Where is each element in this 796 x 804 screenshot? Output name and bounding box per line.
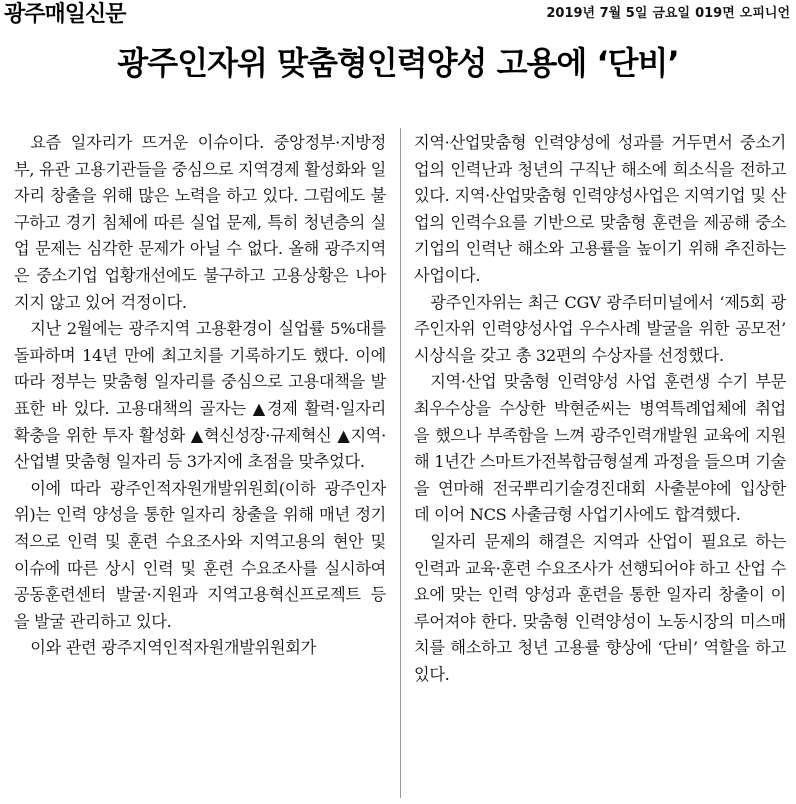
article-paragraph: 이에 따라 광주인적자원개발위원회(이하 광주인자위)는 인력 양성을 통한 일자리 창출을 위해 매년 정기적으로 인력 및 훈련 수요조사와 지역고용의 현안 및 이슈에 따른 상시 인력 및 훈련 수요조사를 실시하여 공동훈련센터 발굴·지원과 지역고용혁신프로젝트 등을 발굴 관리하고 있다.	[14, 478, 386, 631]
page-number: 019면	[695, 6, 735, 21]
masthead	[0, 0, 796, 32]
article-headline: 광주인자위 맞춤형인력양성 고용에 ‘단비’	[117, 44, 679, 82]
article-column-left	[14, 130, 386, 662]
publish-date: 2019년 7월 5일	[546, 6, 648, 21]
article-paragraph: 광주인자위는 최근 CGV 광주터미널에서 ‘제5회 광주인자위 인력양성사업 우수사례 발굴을 위한 공모전’ 시상식을 갖고 총 32편의 수상자를 선정했다.	[414, 292, 786, 365]
article-column-right	[414, 130, 786, 688]
section-name: 오피니언	[739, 6, 790, 21]
dateline	[546, 4, 790, 24]
column-divider	[400, 128, 401, 798]
article-paragraph: 요즘 일자리가 뜨거운 이슈이다. 중앙정부·지방정부, 유관 고용기관들을 중심으로 지역경제 활성화와 일자리 창출을 위해 많은 노력을 하고 있다. 그럼에도 불구하고 경기 침체에 따른 실업 문제, 특히 청년층의 실업 문제는 심각한 문제가 아닐 수 없다. 올해 광주지역은 중소기업 업황개선에도 불구하고 고용상황은 나아지지 않고 있어 걱정이다.	[14, 133, 386, 312]
article-paragraph: 지역·산업 맞춤형 인력양성 사업 훈련생 수기 부문 최우수상을 수상한 박현준씨는 병역특례업체에 취업을 했으나 부족함을 느껴 광주인력개발원 교육에 지원해 1년간 스마트가전복합금형설계 과정을 들으며 기술을 연마해 전국뿌리기술경진대회 사출분야에 입상한데 이어 NCS 사출금형 사업기사에도 합격했다.	[414, 372, 786, 525]
article-paragraph: 지난 2월에는 광주지역 고용환경이 실업률 5%대를 돌파하며 14년 만에 최고치를 기록하기도 했다. 이에 따라 정부는 맞춤형 일자리를 중심으로 고용대책을 발표한 바 있다. 고용대책의 골자는 ▲경제 활력·일자리 확충을 위한 투자 활성화 ▲혁신성장·규제혁신 ▲지역·산업별 맞춤형 일자리 등 3가지에 초점을 맞추었다.	[14, 319, 386, 472]
publish-weekday: 금요일	[652, 6, 691, 21]
article-paragraph: 일자리 문제의 해결은 지역과 산업이 필요로 하는 인력과 교육·훈련 수요조사가 선행되어야 하고 산업 수요에 맞는 인력 양성과 훈련을 통한 일자리 창출이 이루어져야 한다. 맞춤형 인력양성이 노동시장의 미스매치를 해소하고 청년 고용률 향상에 ‘단비’ 역할을 하고 있다.	[414, 531, 786, 684]
newspaper-logo: 광주매일신문	[4, 2, 126, 27]
article-paragraph-continued: 지역·산업맞춤형 인력양성에 성과를 거두면서 중소기업의 인력난과 청년의 구직난 해소에 희소식을 전하고 있다. 지역·산업맞춤형 인력양성사업은 지역기업 및 산업의 인력수요를 기반으로 맞춤형 훈련을 제공해 중소기업의 인력난 해소와 고용률을 높이기 위해 추진하는 사업이다.	[414, 133, 786, 285]
article-paragraph: 이와 관련 광주지역인적자원개발위원회가	[30, 638, 316, 658]
